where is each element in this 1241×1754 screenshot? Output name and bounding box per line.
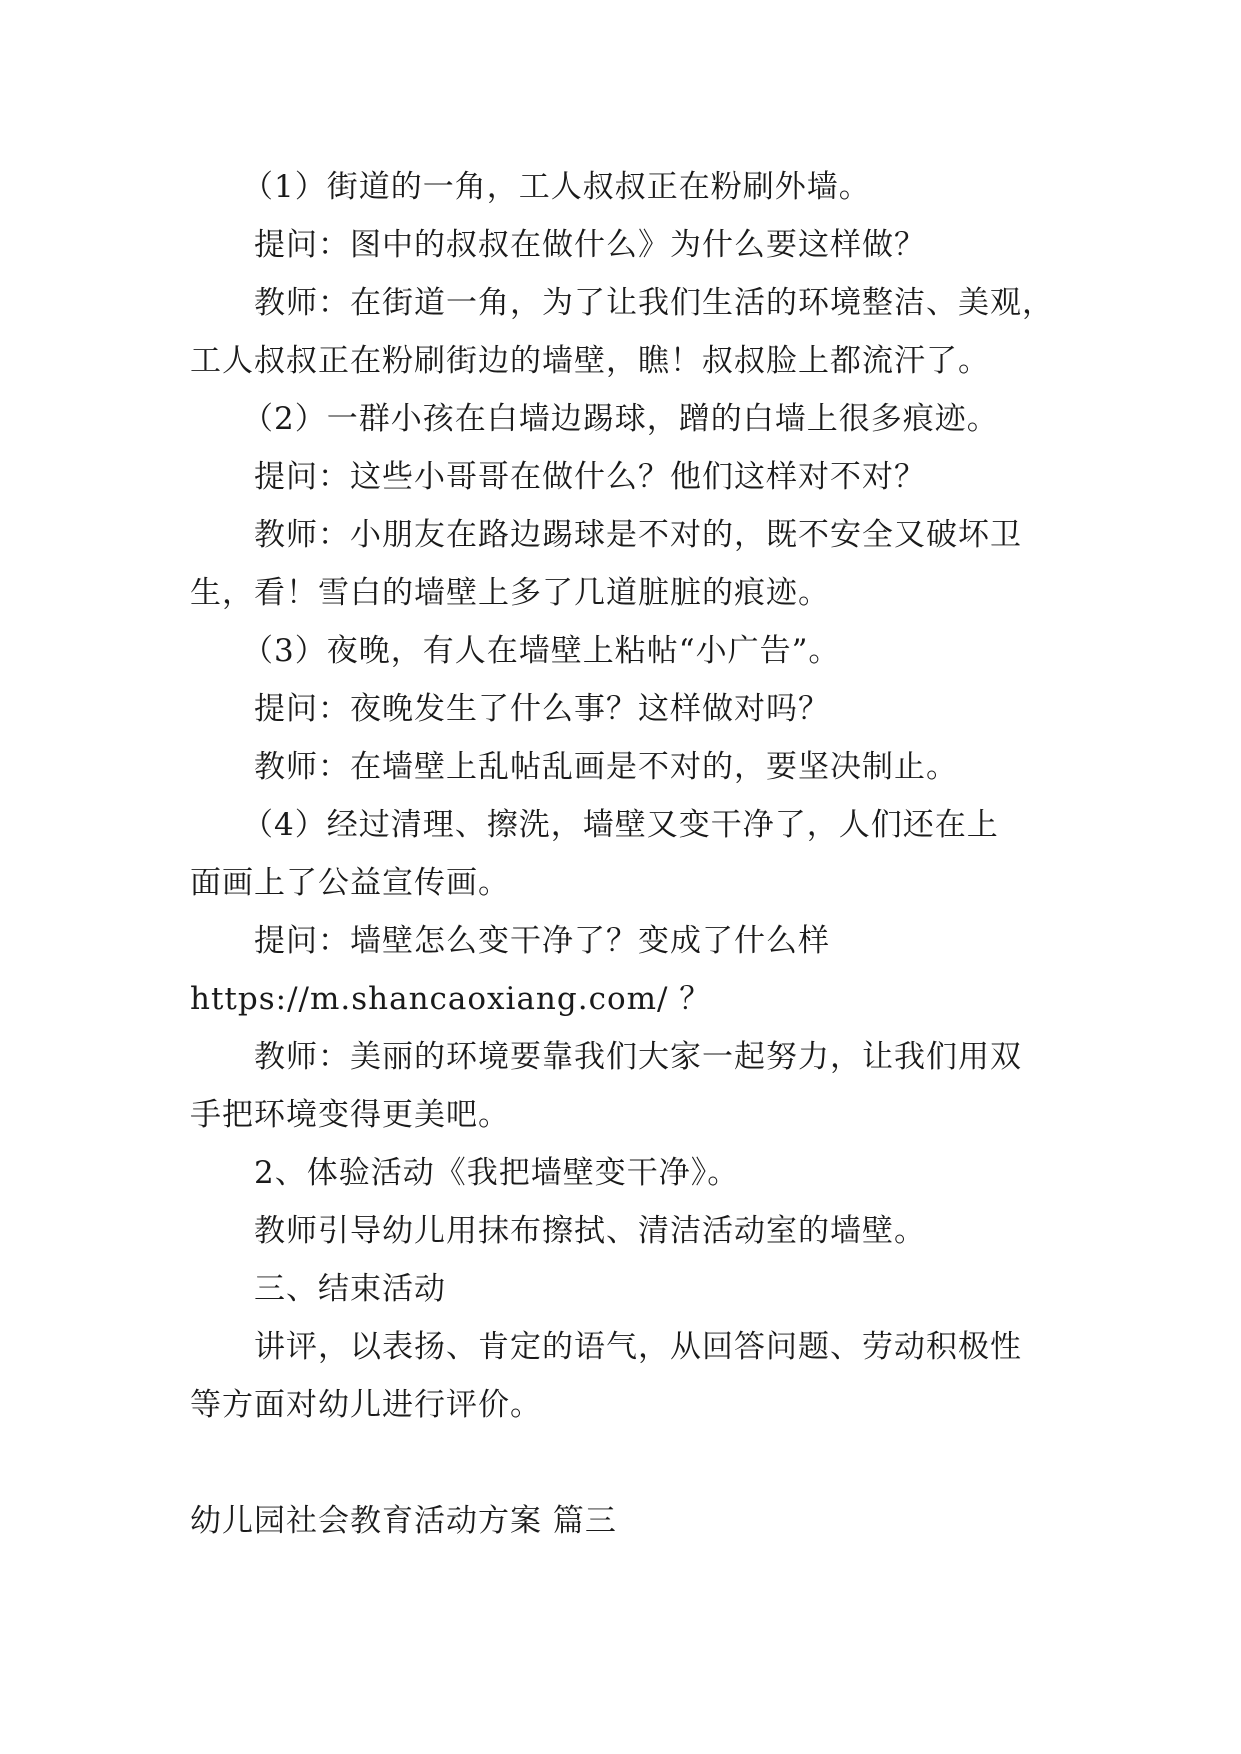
paragraph-question-3: 提问：夜晚发生了什么事？这样做对吗？ <box>254 691 830 727</box>
paragraph-teacher-4-cont: 手把环境变得更美吧。 <box>190 1097 510 1133</box>
paragraph-step-4: （4）经过清理、擦洗，墙壁又变干净了，人们还在上 <box>242 807 999 843</box>
paragraph-activity-2-guide: 教师引导幼儿用抹布擦拭、清洁活动室的墙壁。 <box>254 1213 926 1249</box>
paragraph-step-2: （2）一群小孩在白墙边踢球，蹭的白墙上很多痕迹。 <box>242 401 999 437</box>
paragraph-question-1: 提问：图中的叔叔在做什么》为什么要这样做？ <box>254 227 926 263</box>
paragraph-question-4: 提问：墙壁怎么变干净了？变成了什么样 <box>254 923 830 959</box>
paragraph-step-4-cont: 面画上了公益宣传画。 <box>190 865 510 901</box>
paragraph-evaluation: 讲评，以表扬、肯定的语气，从回答问题、劳动积极性 <box>254 1329 1022 1365</box>
paragraph-teacher-4: 教师：美丽的环境要靠我们大家一起努力，让我们用双 <box>254 1039 1022 1075</box>
paragraph-question-2: 提问：这些小哥哥在做什么？他们这样对不对？ <box>254 459 926 495</box>
paragraph-activity-2: 2、体验活动《我把墙壁变干净》。 <box>254 1155 740 1191</box>
section-heading: 幼儿园社会教育活动方案 篇三 <box>190 1503 617 1539</box>
paragraph-step-1: （1）街道的一角，工人叔叔正在粉刷外墙。 <box>242 169 871 205</box>
paragraph-teacher-2-cont: 生，看！雪白的墙壁上多了几道脏脏的痕迹。 <box>190 575 830 611</box>
paragraph-question-4-url: https://m.shancaoxiang.com/ ？ <box>190 981 712 1017</box>
paragraph-teacher-1: 教师：在街道一角，为了让我们生活的环境整洁、美观， <box>254 285 1054 321</box>
document-body <box>190 158 1055 1550</box>
paragraph-teacher-3: 教师：在墙壁上乱帖乱画是不对的，要坚决制止。 <box>254 749 958 785</box>
paragraph-section-3: 三、结束活动 <box>254 1271 446 1307</box>
paragraph-teacher-2: 教师：小朋友在路边踢球是不对的，既不安全又破坏卫 <box>254 517 1022 553</box>
paragraph-step-3: （3）夜晚，有人在墙壁上粘帖“小广告”。 <box>242 633 841 669</box>
paragraph-evaluation-cont: 等方面对幼儿进行评价。 <box>190 1387 542 1423</box>
section-spacer <box>190 1434 1055 1492</box>
paragraph-teacher-1-cont: 工人叔叔正在粉刷街边的墙壁，瞧！叔叔脸上都流汗了。 <box>190 343 990 379</box>
